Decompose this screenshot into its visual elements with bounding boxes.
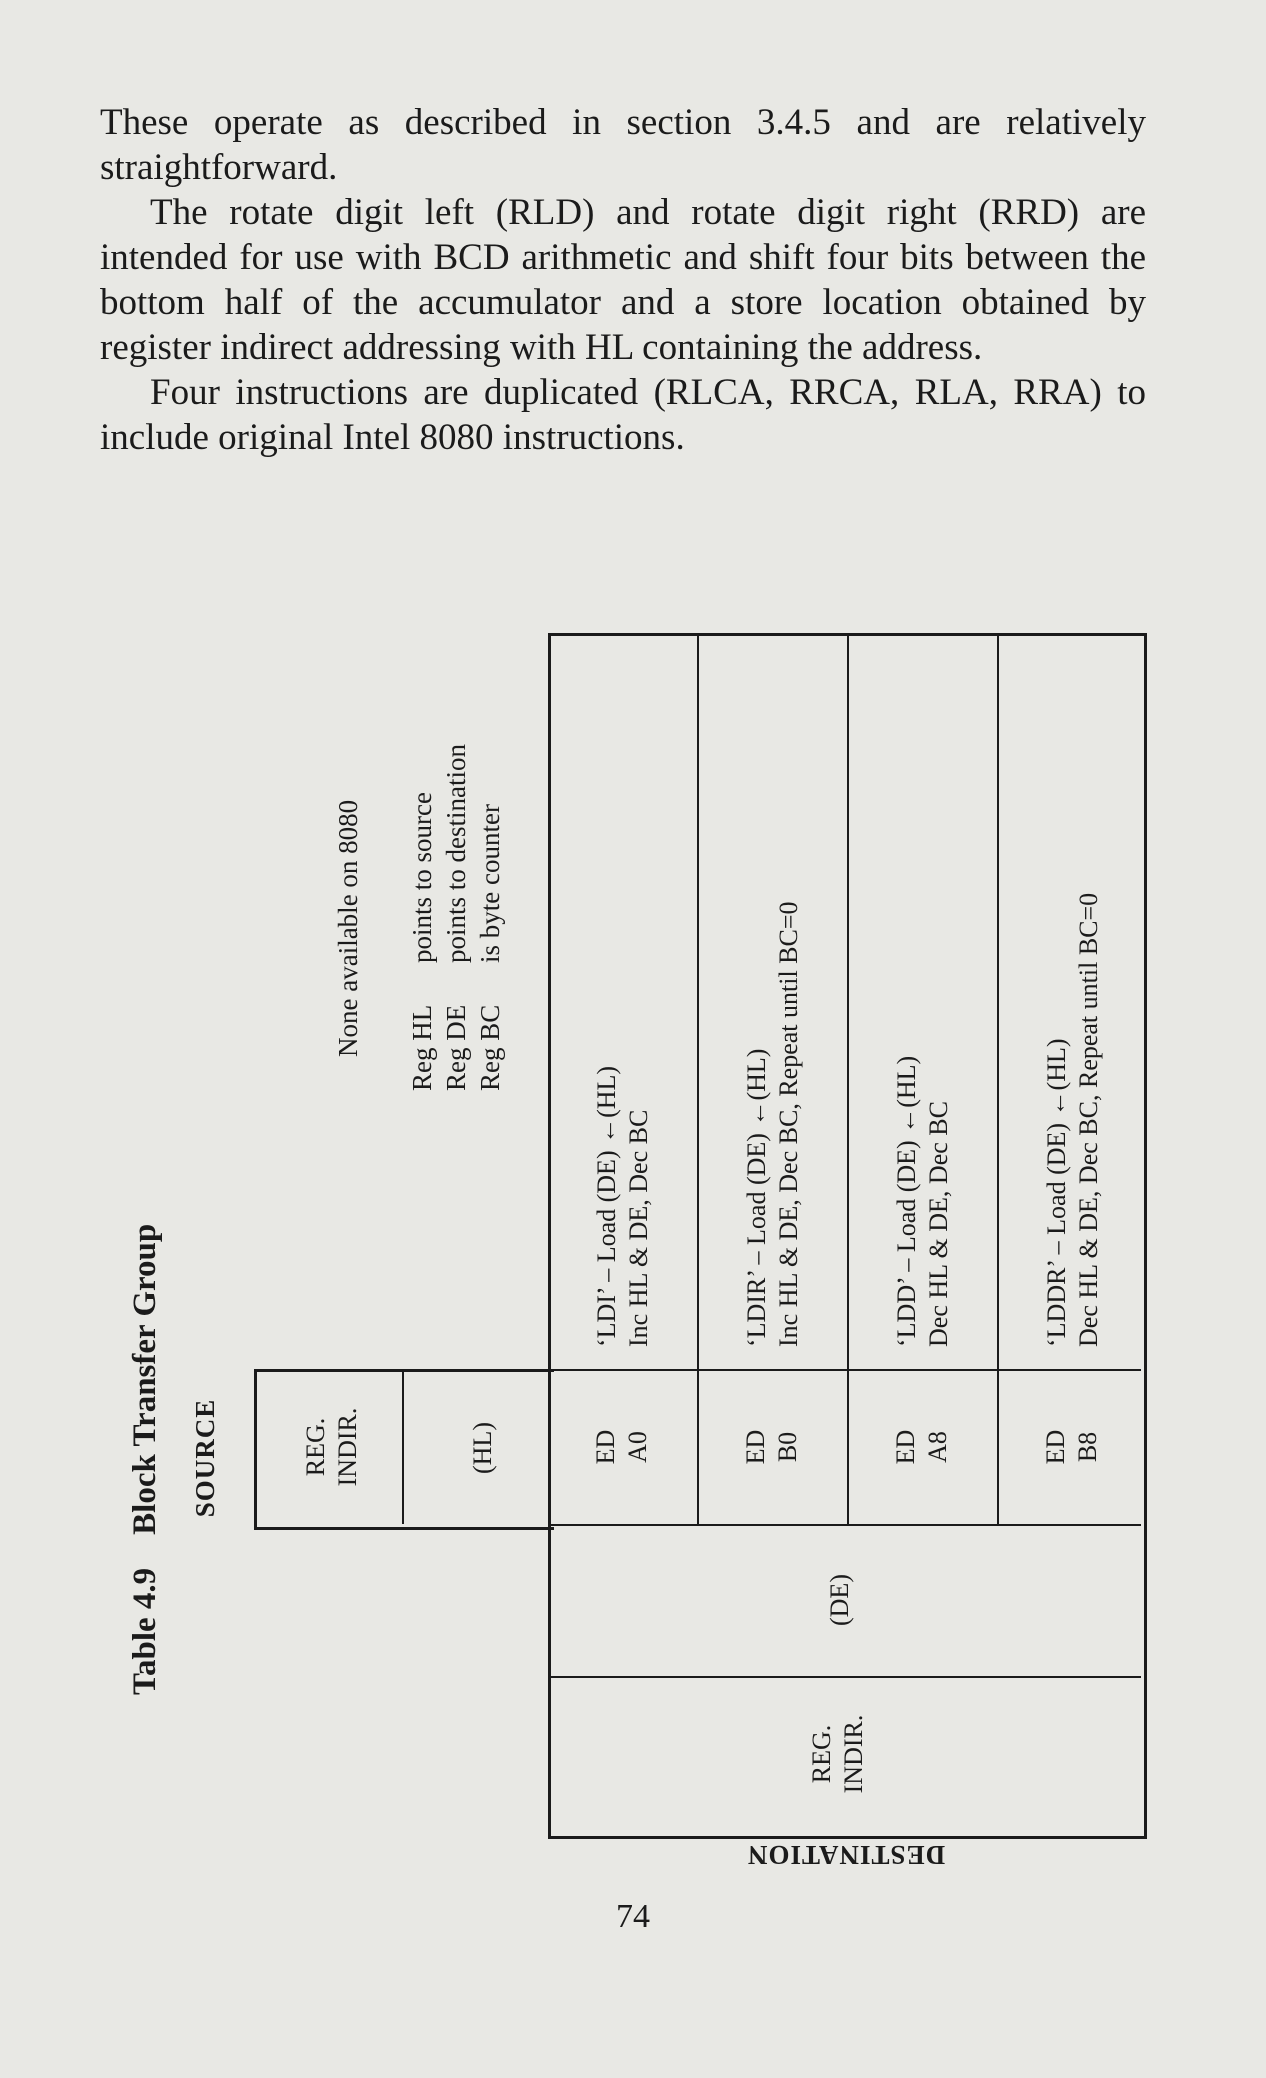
row-3-opcode [890,1407,954,1487]
row-2-line2: Inc HL & DE, Dec BC, Repeat until BC=0 [774,901,803,1347]
row-4-op1: ED [1041,1429,1070,1465]
reg-bc: Reg BC [475,1004,505,1091]
reg-de-desc: points to destination [441,744,471,963]
row-3-line2: Dec HL & DE, Dec BC [924,1101,953,1347]
row-3-description [891,617,955,1347]
row-2-description [741,617,805,1347]
paragraph-2: The rotate digit left (RLD) and rotate digit right (RRD) are intended for use with BCD arithmetic and shift four bits between the bottom half of the accumulator and a store location obtained by register indirect addressing with HL containing the address. [100,192,1146,368]
body-text [100,100,1146,460]
destination-heading-wrap [548,1835,1144,1875]
table-number: Table 4.9 [127,1567,163,1695]
row-2-line1: ‘LDIR’ – Load (DE) ←(HL) [742,1048,771,1347]
row-3-line1: ‘LDD’ – Load (DE) ←(HL) [892,1055,921,1347]
source-register: (HL) [468,1422,497,1474]
register-notes [405,631,507,1091]
page-number: 74 [616,1898,650,1935]
row-4-op2: B8 [1073,1431,1102,1463]
destination-mode-line2: INDIR. [839,1714,868,1794]
row-3-op2: A8 [923,1431,952,1463]
row-1-opcode [590,1407,654,1487]
table-title [125,1165,165,1695]
row-2-op1: ED [741,1429,770,1465]
destination-mode-line1: REG. [807,1724,836,1784]
source-column-line [551,1369,1141,1371]
reg-bc-desc: is byte counter [475,804,505,963]
source-header-divider [402,1369,404,1524]
source-header-border [254,1369,554,1530]
destination-header-divider [551,1676,1141,1678]
reg-hl: Reg HL [407,1004,437,1091]
row-2-op2: B0 [773,1431,802,1463]
destination-register: (DE) [825,1574,854,1626]
source-mode-line1: REG. [301,1417,330,1477]
paragraph-3: Four instructions are duplicated (RLCA, RRCA, RLA, RRA) to include original Intel 8080 instructions. [100,372,1146,458]
destination-heading: DESTINATION [746,1840,946,1870]
row-divider-3 [997,633,999,1524]
opcode-column-line [551,1524,1141,1526]
row-1-op1: ED [591,1429,620,1465]
row-1-line2: Inc HL & DE, Dec BC [624,1109,653,1347]
source-heading: SOURCE [190,1398,220,1518]
row-divider-2 [847,633,849,1524]
row-1-op2: A0 [623,1431,652,1463]
reg-de: Reg DE [441,1004,471,1091]
row-4-description [1041,617,1105,1347]
source-mode [300,1377,364,1517]
row-1-description [591,617,655,1347]
row-4-line2: Dec HL & DE, Dec BC, Repeat until BC=0 [1074,892,1103,1347]
reg-hl-desc: points to source [407,792,437,963]
table-title-text: Block Transfer Group [127,1223,163,1535]
row-2-opcode [740,1407,804,1487]
row-1-line1: ‘LDI’ – Load (DE) ←(HL) [592,1065,621,1347]
row-divider-1 [697,633,699,1524]
row-4-opcode [1040,1407,1104,1487]
destination-mode [806,1684,870,1824]
register-descriptions [405,744,507,981]
paragraph-1: These operate as described in section 3.4.5 and are relatively straightforward. [100,102,1146,188]
register-names [405,981,507,1091]
source-mode-line2: INDIR. [333,1407,362,1487]
row-4-line1: ‘LDDR’ – Load (DE) ←(HL) [1042,1038,1071,1347]
availability-note: None available on 8080 [333,799,363,1057]
row-3-op1: ED [891,1429,920,1465]
